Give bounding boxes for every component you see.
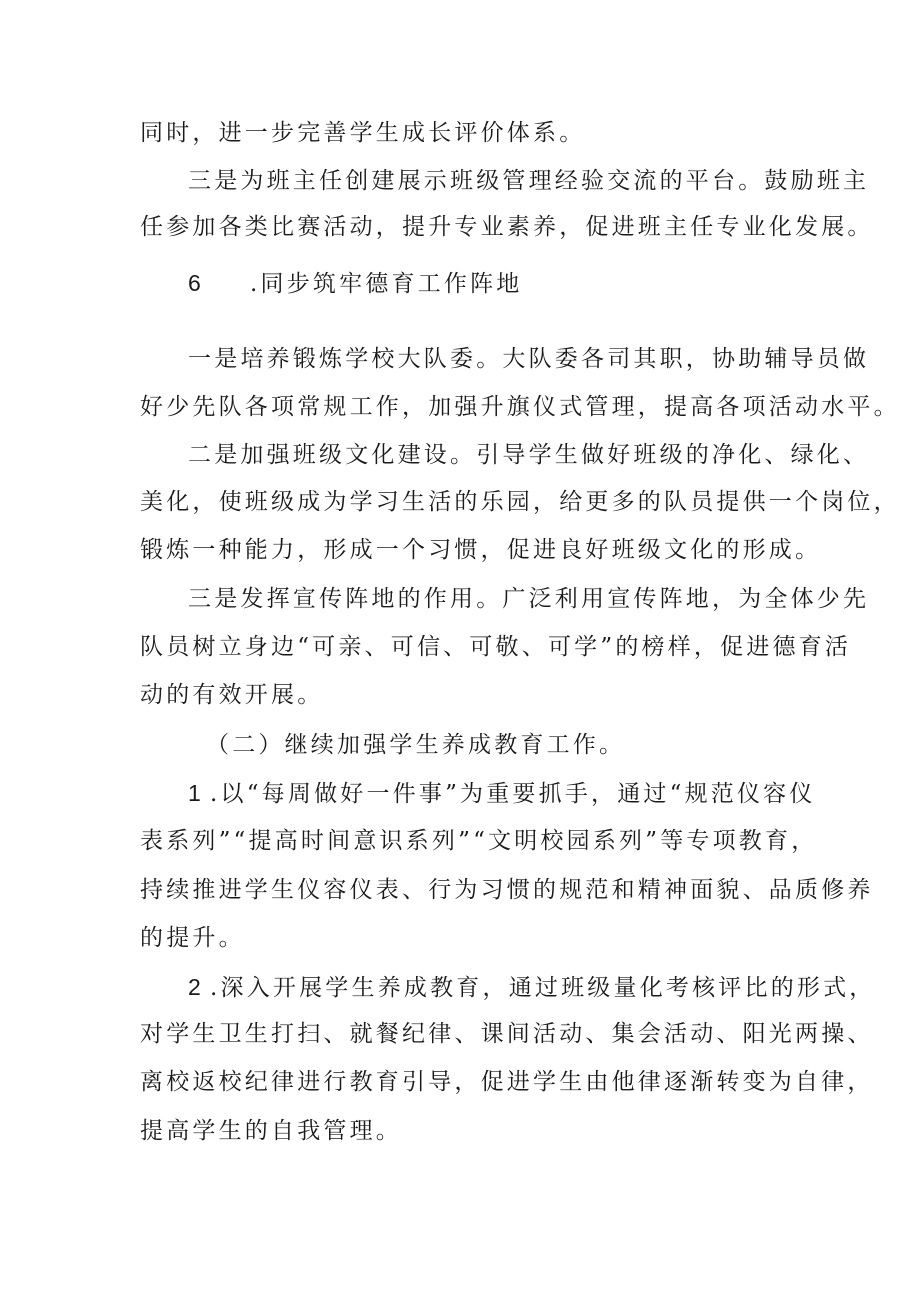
paragraph-line: 美化，使班级成为学习生活的乐园，给更多的队员提供一个岗位， (140, 489, 900, 515)
item-text: .以“每周做好一件事”为重要抓手，通过“规范仪容仪 (210, 781, 816, 807)
paragraph-line: 锻炼一种能力，形成一个习惯，促进良好班级文化的形成。 (140, 537, 822, 563)
item-text: .深入开展学生养成教育，通过班级量化考核评比的形式， (210, 975, 876, 1001)
item-number: 1 (188, 780, 204, 806)
paragraph-line: 二是加强班级文化建设。引导学生做好班级的净化、绿化、 (188, 442, 870, 468)
paragraph-line: 同时，进一步完善学生成长评价体系。 (140, 120, 586, 146)
numbered-item-2 (188, 972, 876, 1003)
paragraph-line: 好少先队各项常规工作，加强升旗仪式管理，提高各项活动水平。 (140, 394, 900, 420)
paragraph-line: 任参加各类比赛活动，提升专业素养，促进班主任专业化发展。 (140, 214, 874, 240)
paragraph-line: 动的有效开展。 (140, 682, 324, 708)
paragraph-line: 的提升。 (140, 925, 245, 951)
paragraph-line: 对学生卫生打扫、就餐纪律、课间活动、集会活动、阳光两操、 (140, 1021, 874, 1047)
paragraph-line: 表系列”“提高时间意识系列”“文明校园系列”等专项教育， (140, 828, 818, 854)
section-heading-2: （二）继续加强学生养成教育工作。 (206, 732, 626, 758)
numbered-item-1 (188, 778, 848, 809)
paragraph-line: 持续推进学生仪容仪表、行为习惯的规范和精神面貌、品质修养 (140, 877, 874, 903)
paragraph-line: 三是发挥宣传阵地的作用。广泛利用宣传阵地，为全体少先 (188, 586, 870, 612)
paragraph-line: 队员树立身边“可亲、可信、可敬、可学”的榜样，促进德育活 (140, 634, 852, 660)
paragraph-line: 离校返校纪律进行教育引导，促进学生由他律逐渐转变为自律， (140, 1069, 874, 1095)
paragraph-line: 三是为班主任创建展示班级管理经验交流的平台。鼓励班主 (188, 168, 870, 194)
section-heading-6 (188, 268, 848, 299)
section-title: .同步筑牢德育工作阵地 (250, 271, 523, 297)
paragraph-line: 一是培养锻炼学校大队委。大队委各司其职，协助辅导员做 (188, 346, 870, 372)
paragraph-line: 提高学生的自我管理。 (140, 1118, 402, 1144)
section-number: 6 (188, 270, 204, 296)
item-number: 2 (188, 974, 204, 1000)
